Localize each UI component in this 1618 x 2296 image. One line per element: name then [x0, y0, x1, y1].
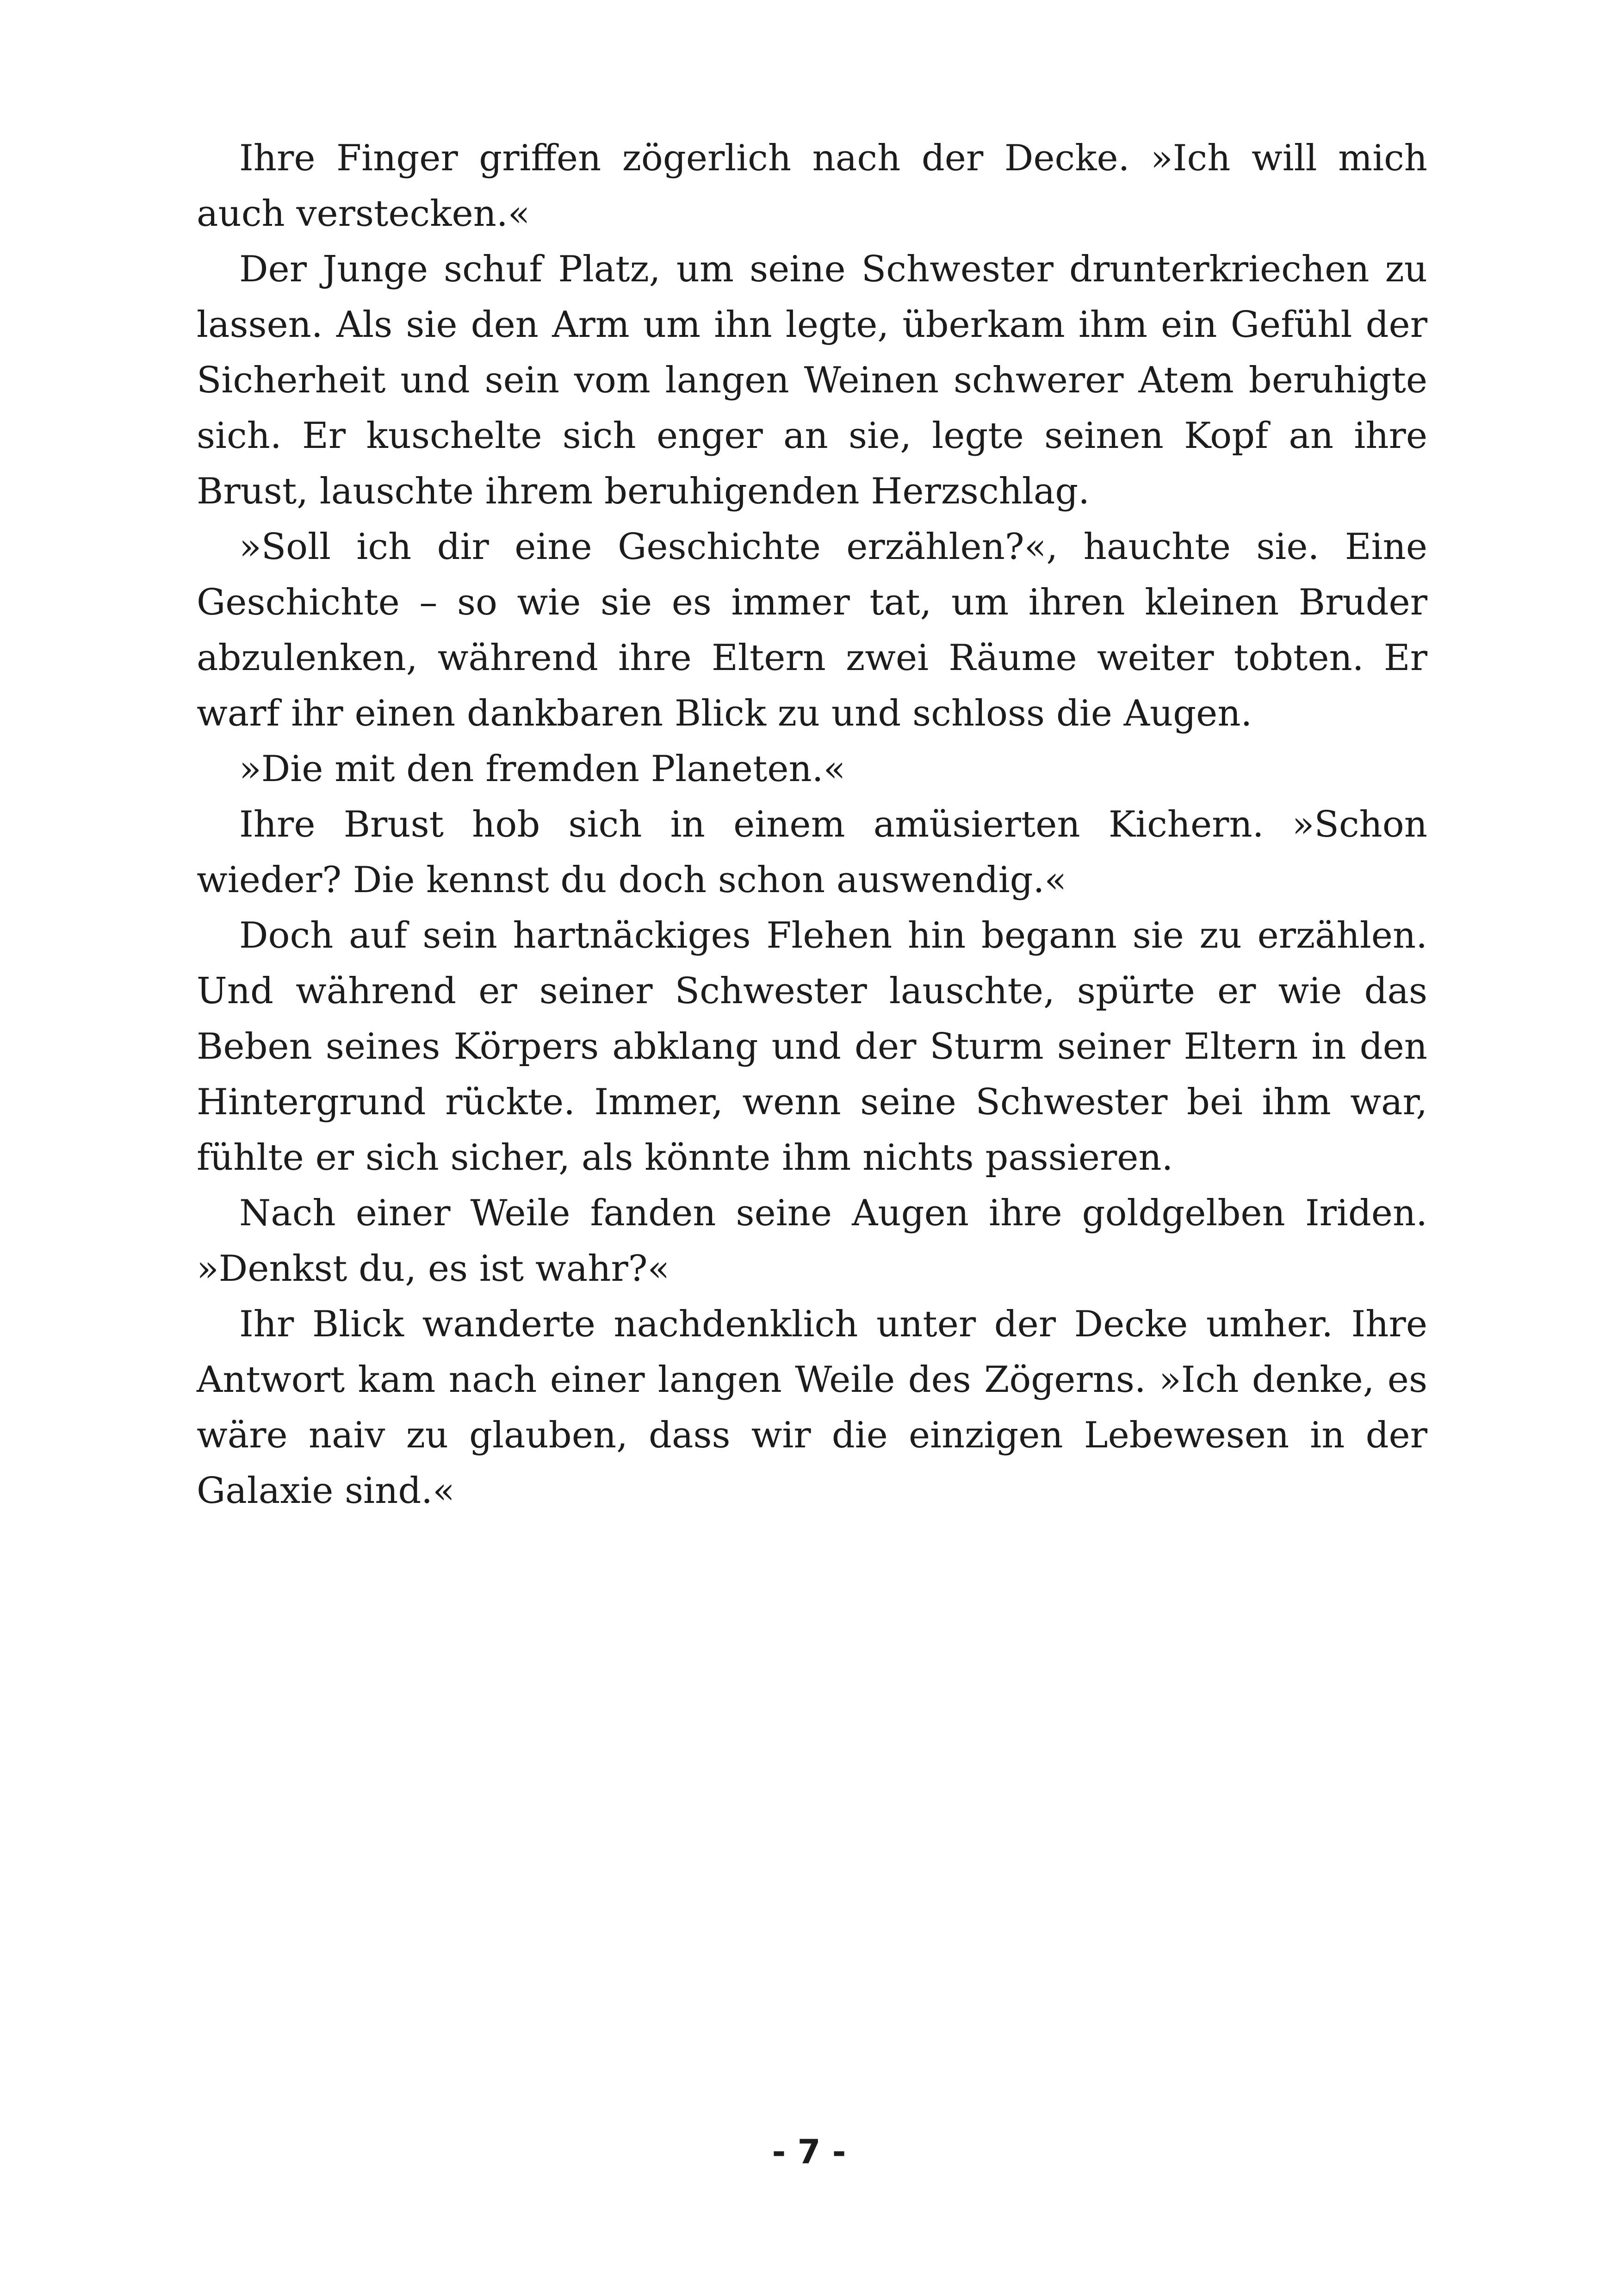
paragraph-2: Der Junge schuf Platz, um seine Schwester drunterkriechen zu lassen. Als sie den Arm um ihn legte, überkam ihm ein Gefühl der Sicherheit und sein vom langen Weinen schwerer Atem beruhigte sich. Er kuschelte sich enger an sie, legte seinen Kopf an ihre Brust, lauschte ihrem beruhigenden Herzschlag.: [197, 248, 1427, 512]
paragraph-6: Doch auf sein hartnäckiges Flehen hin begann sie zu erzählen. Und während er seiner Schwester lauschte, spürte er wie das Beben seines Körpers abklang und der Sturm seiner Eltern in den Hintergrund rückte. Immer, wenn seine Schwester bei ihm war, fühlte er sich sicher, als könnte ihm nichts passieren.: [197, 915, 1427, 1179]
paragraph-1: Ihre Finger griffen zögerlich nach der Decke. »Ich will mich auch verstecken.«: [197, 137, 1427, 235]
paragraph-7: Nach einer Weile fanden seine Augen ihre goldgelben Iriden. »Denkst du, es ist wahr?«: [197, 1192, 1427, 1290]
paragraph-4: »Die mit den fremden Planeten.«: [239, 748, 846, 790]
paragraph-5: Ihre Brust hob sich in einem amüsierten Kichern. »Schon wieder? Die kennst du doch schon auswendig.«: [197, 804, 1427, 901]
paragraph-8: Ihr Blick wanderte nachdenklich unter der Decke umher. Ihre Antwort kam nach einer langen Weile des Zögerns. »Ich denke, es wäre naiv zu glauben, dass wir die einzigen Lebewesen in der Galaxie sind.«: [197, 1303, 1427, 1512]
paragraph-3: »Soll ich dir eine Geschichte erzählen?«, hauchte sie. Eine Geschichte – so wie sie es immer tat, um ihren kleinen Bruder abzulenken, während ihre Eltern zwei Räume weiter tobten. Er warf ihr einen dankbaren Blick zu und schloss die Augen.: [197, 526, 1427, 734]
body-text: [197, 130, 1427, 1519]
page-number: - 7 -: [772, 2132, 846, 2171]
